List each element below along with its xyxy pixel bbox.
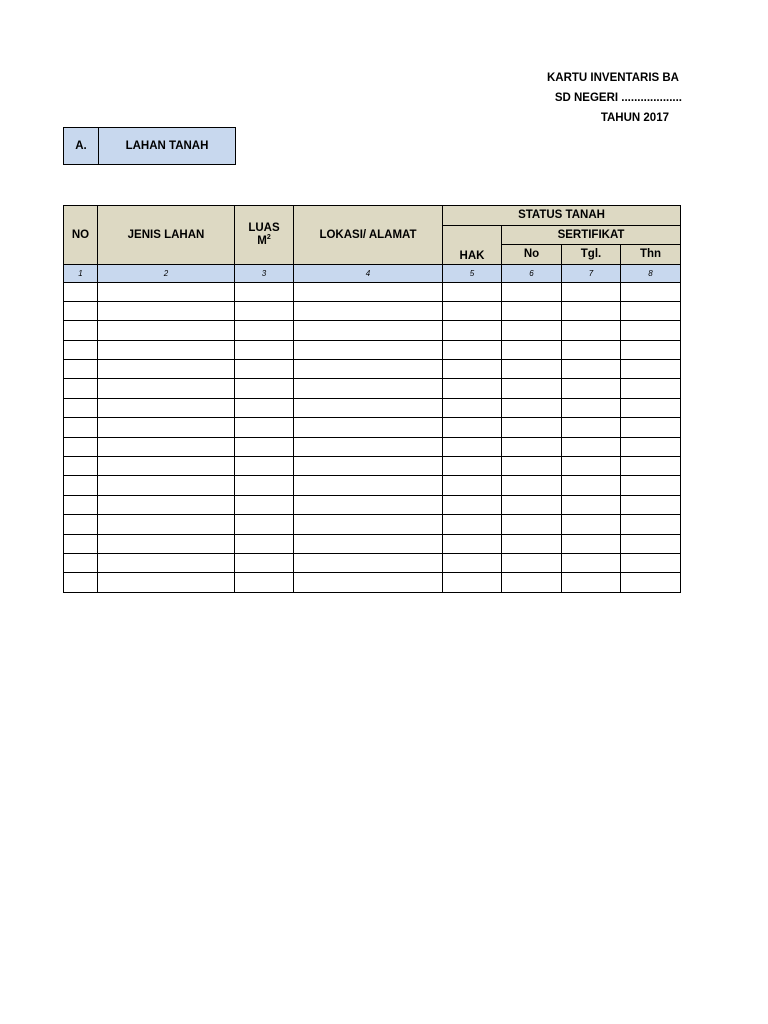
table-cell [562,282,621,301]
table-cell [621,476,681,495]
table-cell [443,457,502,476]
column-number-row [64,264,681,282]
table-cell [621,360,681,379]
table-cell [502,457,562,476]
table-cell [98,379,235,398]
table-cell [443,553,502,572]
table-cell [502,398,562,417]
table-cell [294,457,443,476]
column-number: 8 [621,264,681,282]
table-cell [235,437,294,456]
table-cell [562,360,621,379]
table-row [64,437,681,456]
table-cell [64,282,98,301]
table-cell [562,573,621,592]
table-cell [235,340,294,359]
table-cell [98,457,235,476]
table-cell [294,418,443,437]
table-cell [443,398,502,417]
column-number: 2 [98,264,235,282]
table-row [64,534,681,553]
table-cell [235,476,294,495]
table-cell [443,321,502,340]
table-row [64,573,681,592]
table-cell [562,515,621,534]
table-cell [294,340,443,359]
column-number: 5 [443,264,502,282]
table-row [64,379,681,398]
table-cell [294,553,443,572]
table-cell [64,476,98,495]
table-cell [235,301,294,320]
table-cell [502,495,562,514]
table-cell [294,282,443,301]
table-cell [562,457,621,476]
table-cell [64,534,98,553]
table-cell [562,340,621,359]
table-cell [64,340,98,359]
table-row [64,515,681,534]
table-cell [502,573,562,592]
table-cell [235,360,294,379]
table-cell [621,321,681,340]
table-cell [98,282,235,301]
table-cell [443,301,502,320]
table-cell [294,476,443,495]
table-row [64,553,681,572]
table-cell [294,515,443,534]
table-cell [64,495,98,514]
table-row [64,301,681,320]
table-cell [562,437,621,456]
table-cell [294,437,443,456]
table-cell [294,360,443,379]
table-cell [502,437,562,456]
inventory-table [63,205,681,593]
table-cell [64,301,98,320]
table-row [64,360,681,379]
table-cell [443,360,502,379]
table-cell [621,534,681,553]
table-cell [98,398,235,417]
table-cell [64,457,98,476]
table-cell [235,457,294,476]
table-cell [621,437,681,456]
table-cell [502,534,562,553]
table-cell [64,379,98,398]
table-cell [294,398,443,417]
table-cell [235,321,294,340]
table-cell [294,495,443,514]
table-row [64,495,681,514]
column-number: 7 [562,264,621,282]
header-sertifikat: SERTIFIKAT [502,225,681,245]
table-row [64,321,681,340]
table-cell [443,418,502,437]
table-cell [502,476,562,495]
table-cell [621,379,681,398]
table-cell [294,573,443,592]
header-sert-thn: Thn [621,245,681,265]
header-hak: HAK [443,225,502,264]
table-cell [64,418,98,437]
table-cell [443,476,502,495]
table-cell [98,321,235,340]
table-row [64,340,681,359]
table-cell [443,515,502,534]
table-cell [443,573,502,592]
table-cell [98,476,235,495]
table-cell [502,553,562,572]
table-cell [98,573,235,592]
year-label: TAHUN 2017 [600,112,669,124]
table-cell [621,553,681,572]
table-cell [98,437,235,456]
table-cell [562,321,621,340]
table-cell [98,515,235,534]
school-name: SD NEGERI ................... [554,92,682,104]
table-cell [64,398,98,417]
table-cell [98,340,235,359]
table-cell [235,534,294,553]
table-row [64,418,681,437]
table-cell [502,360,562,379]
table-cell [562,553,621,572]
table-cell [502,282,562,301]
header-sert-no: No [502,245,562,265]
table-cell [621,398,681,417]
card-title: KARTU INVENTARIS BA [546,72,679,84]
section-number: A. [64,128,99,164]
table-cell [443,534,502,553]
table-cell [235,495,294,514]
table-cell [98,301,235,320]
table-cell [294,379,443,398]
table-cell [562,418,621,437]
table-cell [98,534,235,553]
table-cell [621,340,681,359]
table-cell [562,301,621,320]
header-no: NO [64,206,98,265]
table-cell [562,495,621,514]
table-cell [235,573,294,592]
header-lokasi: LOKASI/ ALAMAT [294,206,443,265]
table-cell [64,321,98,340]
table-cell [562,379,621,398]
table-cell [235,282,294,301]
table-cell [64,573,98,592]
table-cell [98,360,235,379]
table-cell [235,418,294,437]
table-cell [235,379,294,398]
table-cell [294,321,443,340]
section-title: LAHAN TANAH [125,140,209,152]
table-body [64,282,681,592]
table-cell [443,437,502,456]
table-cell [621,573,681,592]
table-row [64,476,681,495]
table-cell [621,301,681,320]
table-cell [64,553,98,572]
header-luas [235,206,294,265]
table-cell [562,476,621,495]
table-cell [502,301,562,320]
table-cell [294,534,443,553]
table-cell [502,340,562,359]
column-number: 3 [235,264,294,282]
table-cell [294,301,443,320]
table-row [64,282,681,301]
table-cell [98,553,235,572]
table-cell [235,553,294,572]
table-cell [443,379,502,398]
table-cell [502,418,562,437]
table-cell [98,495,235,514]
header-luas-sup: 2 [266,234,271,242]
table-cell [621,515,681,534]
table-cell [443,495,502,514]
table-cell [64,360,98,379]
table-cell [235,398,294,417]
header-sert-tgl: Tgl. [562,245,621,265]
header-luas-unit: M [257,235,267,248]
table-row [64,457,681,476]
header-luas-label: LUAS [248,222,280,235]
table-cell [502,379,562,398]
column-number: 4 [294,264,443,282]
section-label [63,127,236,165]
column-number: 1 [64,264,98,282]
column-number: 6 [502,264,562,282]
table-cell [502,515,562,534]
table-cell [621,495,681,514]
table-cell [98,418,235,437]
table-row [64,398,681,417]
table-cell [64,515,98,534]
table-cell [443,282,502,301]
table-cell [621,418,681,437]
table-cell [443,340,502,359]
table-cell [64,437,98,456]
table-cell [621,282,681,301]
header-jenis-lahan: JENIS LAHAN [98,206,235,265]
table-cell [502,321,562,340]
table-cell [621,457,681,476]
table-cell [562,534,621,553]
header-status-tanah: STATUS TANAH [443,206,681,226]
table-cell [235,515,294,534]
table-cell [562,398,621,417]
